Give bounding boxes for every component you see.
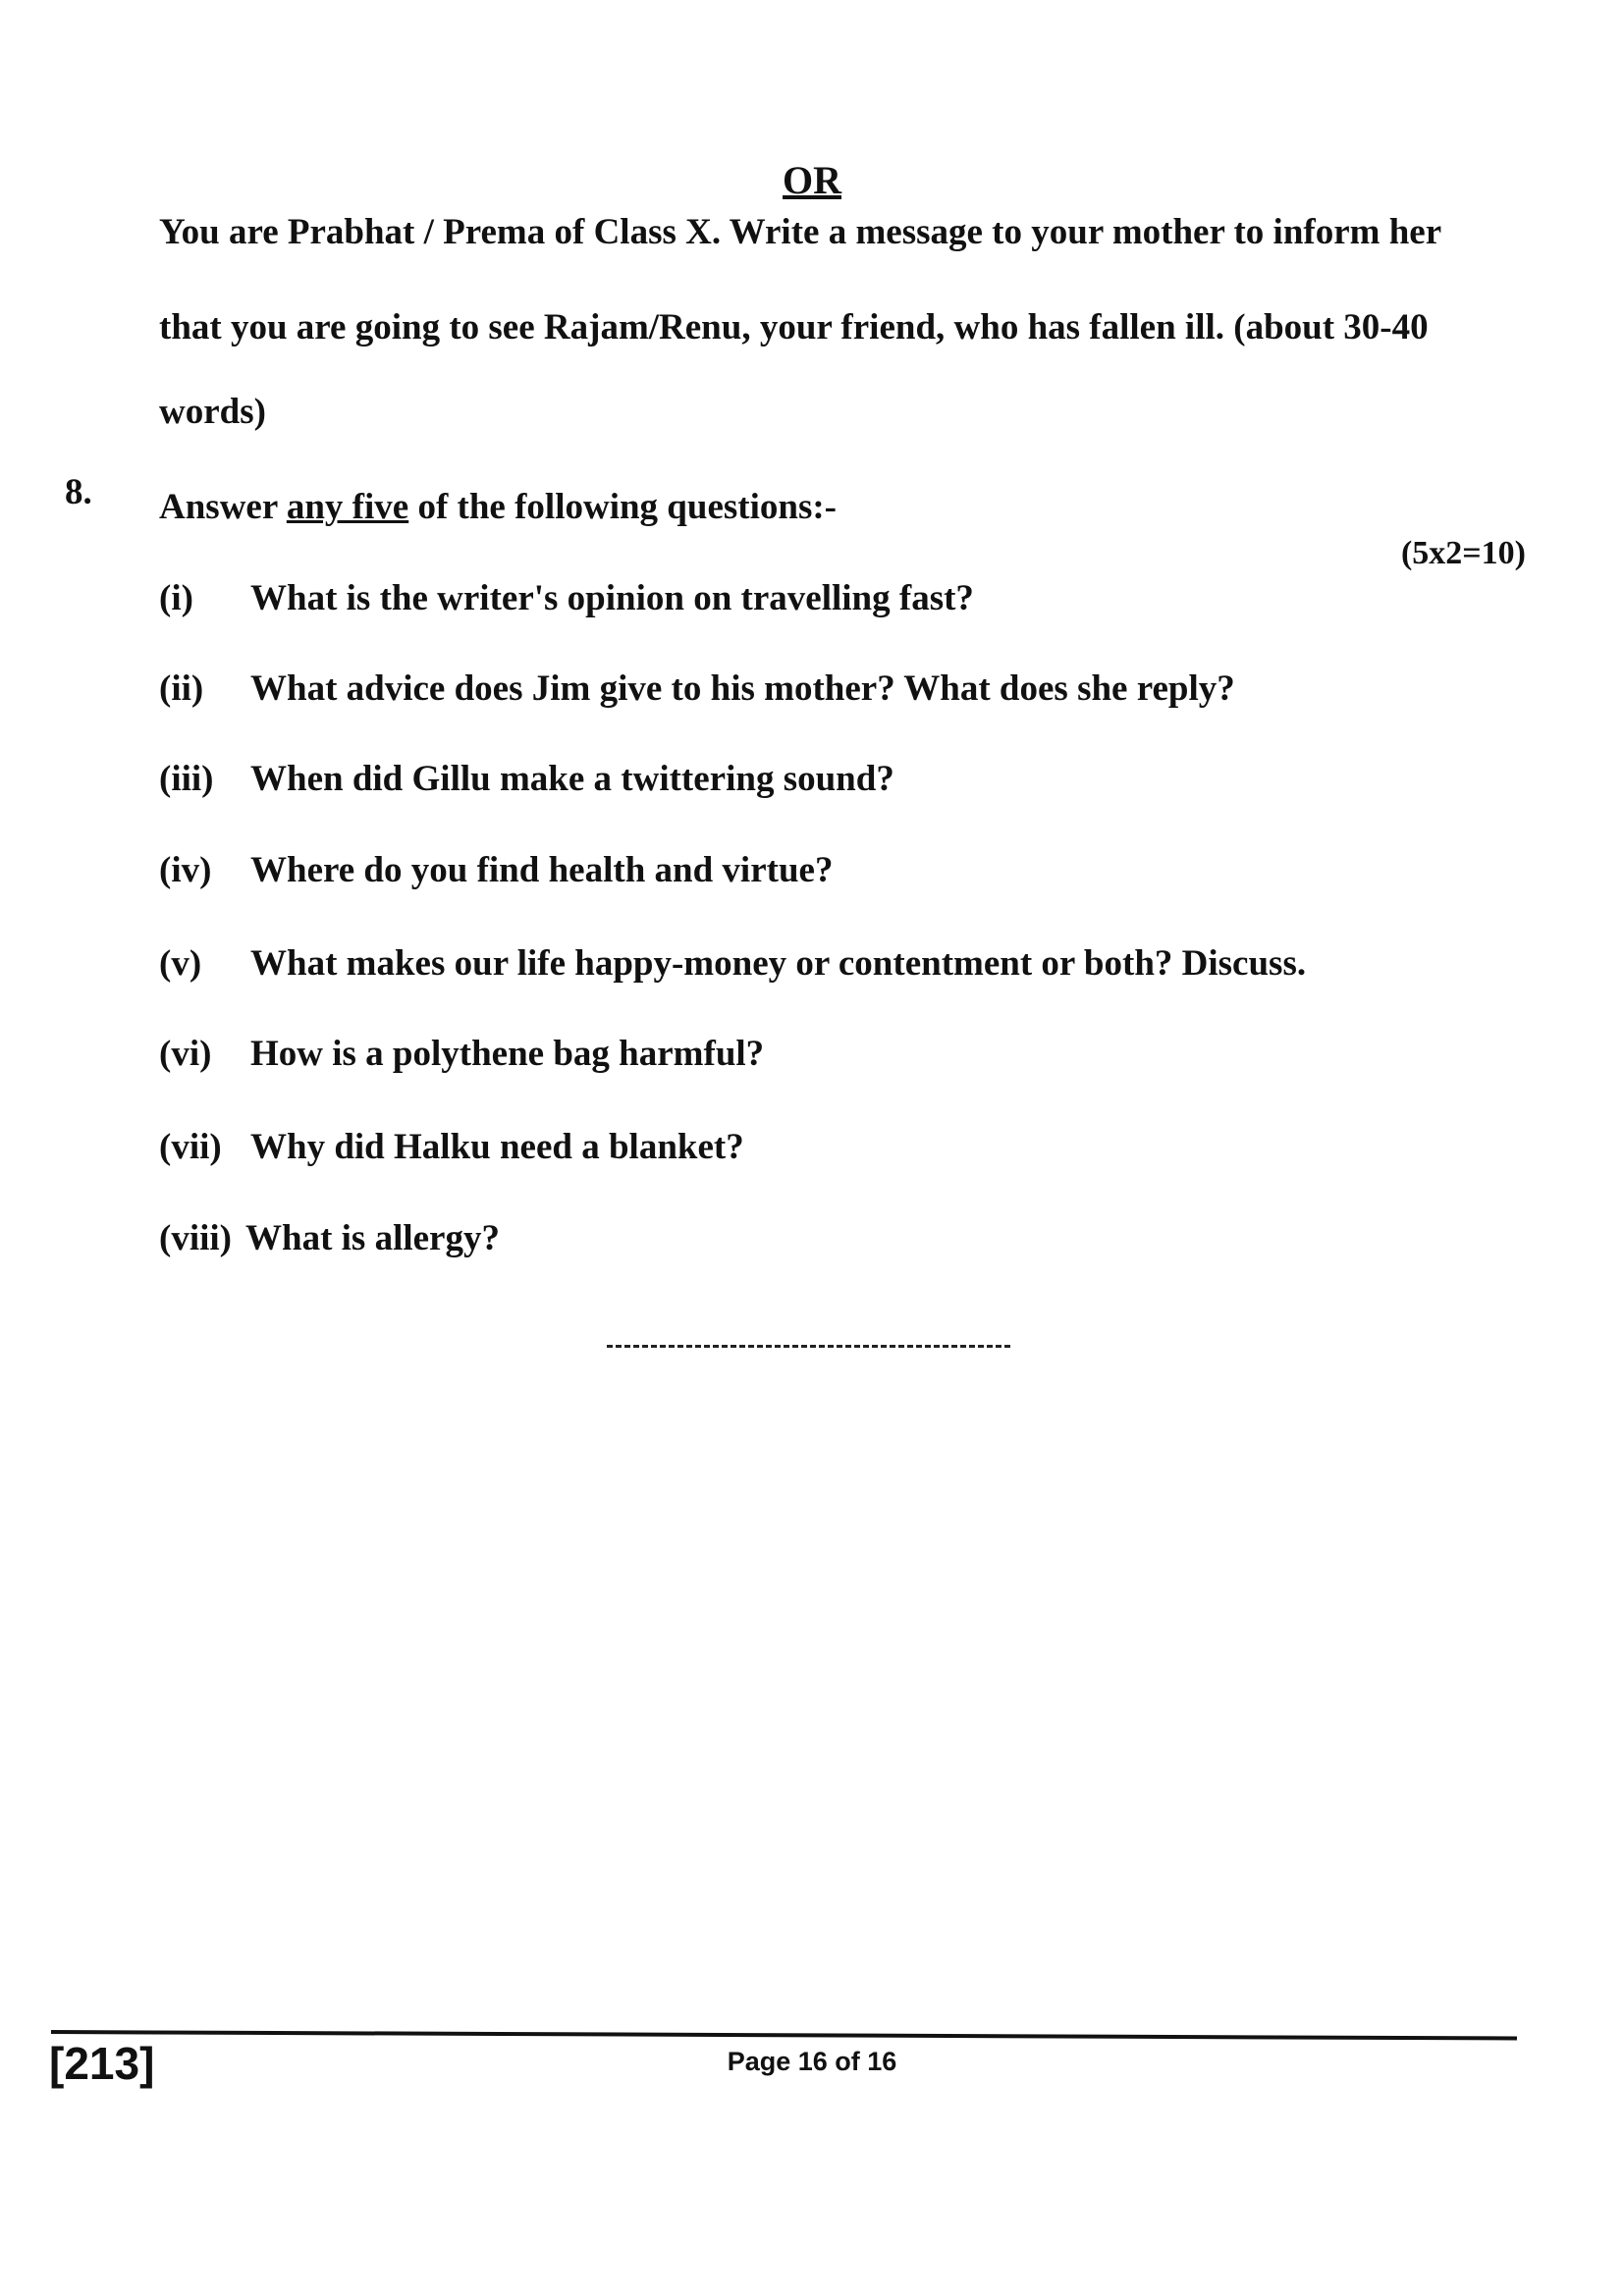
question-number: 8. xyxy=(65,472,92,512)
end-divider xyxy=(607,1345,1010,1348)
sub-question-label: (v) xyxy=(159,943,202,984)
instruction-emphasis: any five xyxy=(286,487,409,527)
sub-question-label: (vi) xyxy=(159,1034,212,1074)
sub-question-text: What advice does Jim give to his mother? What does she reply? xyxy=(250,668,1235,709)
sub-question-label: (iii) xyxy=(159,759,214,799)
sub-question-text: When did Gillu make a twittering sound? xyxy=(250,759,894,799)
sub-question-text: What is the writer's opinion on travelling fast? xyxy=(250,578,974,618)
sub-question-text: What makes our life happy-money or contentment or both? Discuss. xyxy=(250,943,1307,984)
sub-question-text: Why did Halku need a blanket? xyxy=(250,1127,744,1167)
sub-question-label: (iv) xyxy=(159,850,212,890)
sub-question-text: How is a polythene bag harmful? xyxy=(250,1034,765,1074)
marks-allocation: (5x2=10) xyxy=(1400,535,1526,571)
sub-question-label: (viii) xyxy=(159,1218,232,1258)
sub-question-text: Where do you find health and virtue? xyxy=(250,850,834,890)
paper-code: [213] xyxy=(49,2038,155,2089)
alt-question-line-1: You are Prabhat / Prema of Class X. Write a message to your mother to inform her xyxy=(159,212,1442,252)
sub-question-label: (vii) xyxy=(159,1127,222,1167)
sub-question-label: (ii) xyxy=(159,668,204,709)
instruction-prefix: Answer xyxy=(159,487,287,527)
alt-question-line-2: that you are going to see Rajam/Renu, your friend, who has fallen ill. (about 30-40 xyxy=(159,307,1429,347)
question-instruction xyxy=(159,486,837,528)
sub-question-text: What is allergy? xyxy=(245,1218,500,1258)
or-heading: OR xyxy=(783,158,841,202)
alt-question-line-3: words) xyxy=(159,392,266,432)
page-number: Page 16 of 16 xyxy=(727,2047,897,2076)
footer-rule xyxy=(51,2030,1517,2041)
sub-question-label: (i) xyxy=(159,578,193,618)
instruction-suffix: of the following questions:- xyxy=(408,487,838,527)
